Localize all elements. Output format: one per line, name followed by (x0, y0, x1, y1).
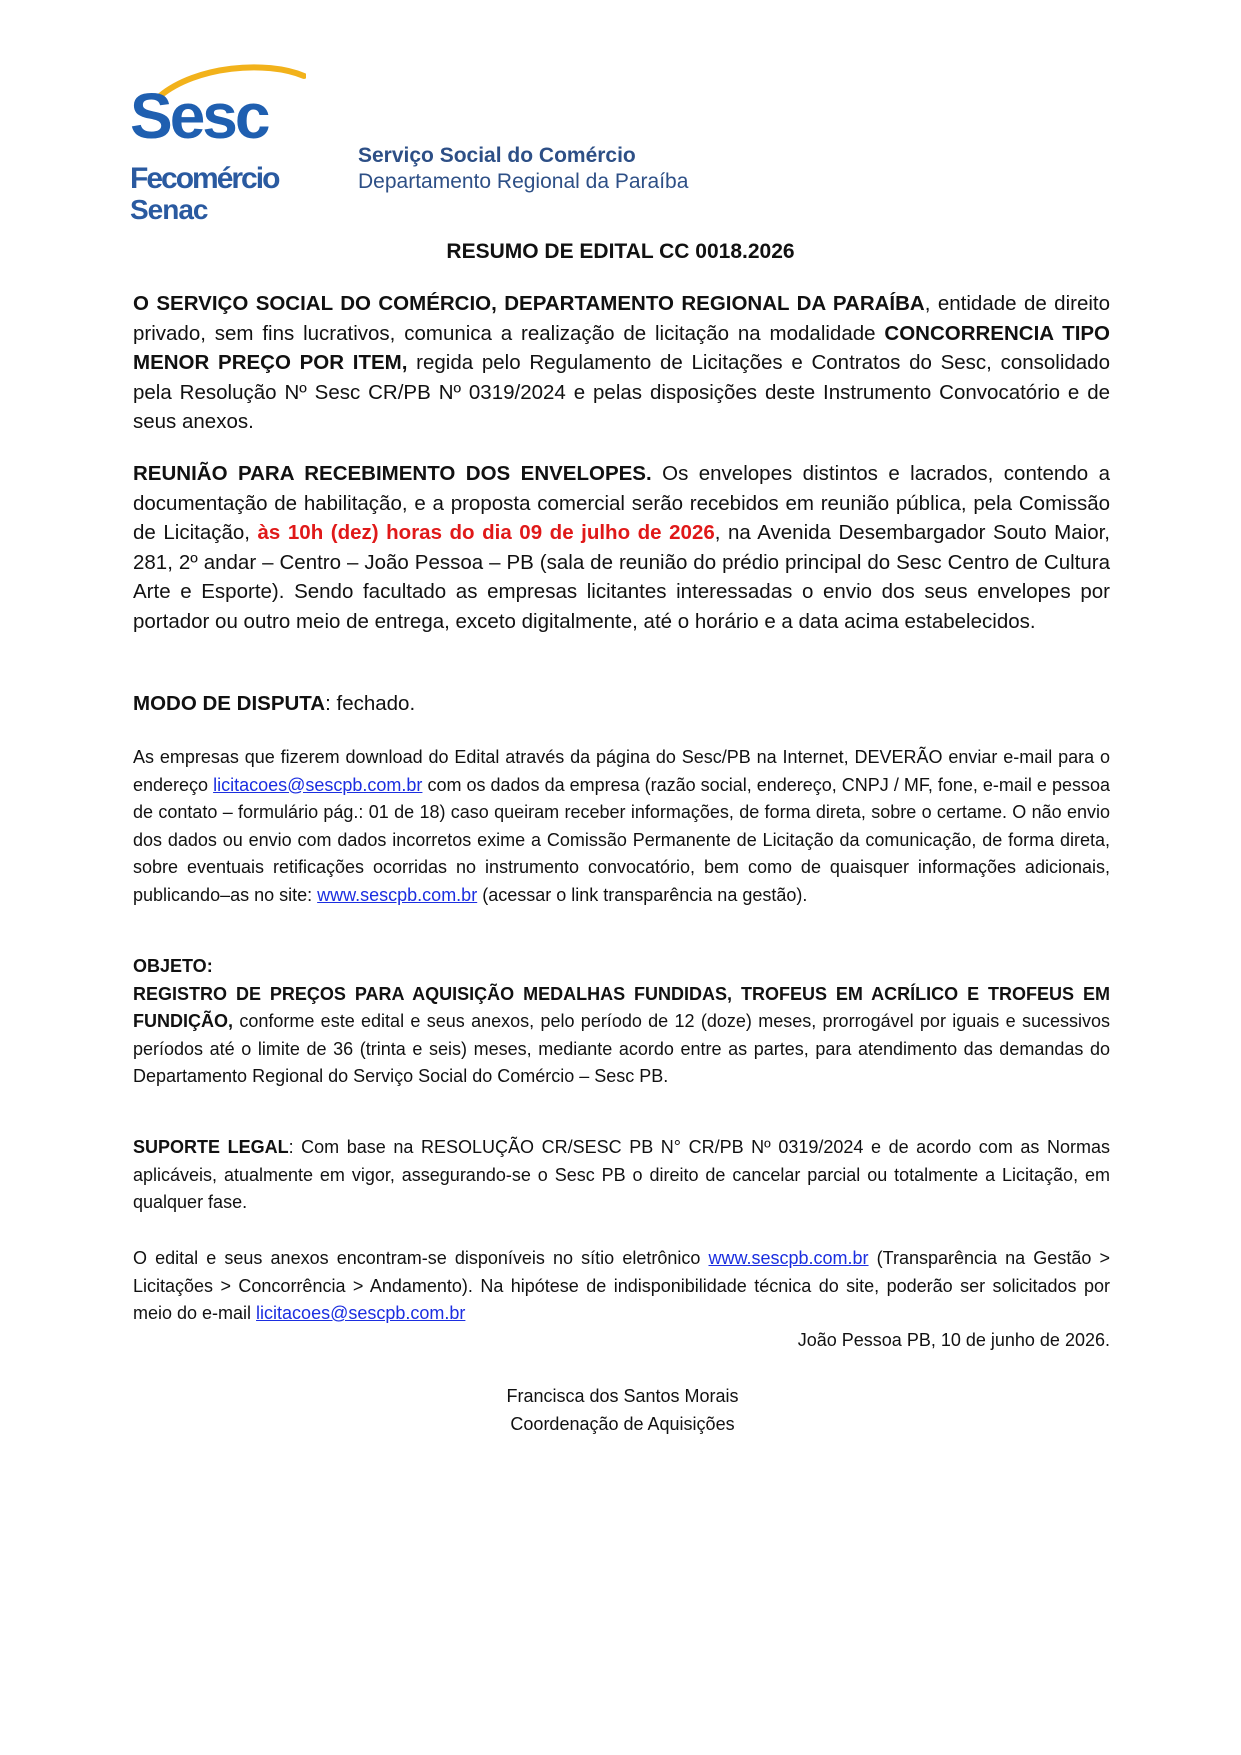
website-link-2[interactable]: www.sescpb.com.br (708, 1248, 869, 1268)
sesc-fecomercio-senac-logo (130, 58, 305, 230)
meeting-bold-heading: REUNIÃO PARA RECEBIMENTO DOS ENVELOPES. (133, 462, 652, 485)
intro-bold-org: O SERVIÇO SOCIAL DO COMÉRCIO, DEPARTAMENTO REGIONAL DA PARAÍBA (133, 292, 925, 315)
org-header (358, 143, 688, 195)
object-paragraph (133, 953, 1110, 1091)
website-link[interactable]: www.sescpb.com.br (317, 884, 478, 905)
meeting-paragraph (133, 459, 1110, 636)
availability-text-2: (Transparência na Gestão > Licitações > Concorrência > Andamento). Na hipótese de indisponibilidade técnica do site, poderão ser solicitados por meio do e-mail (133, 1248, 1110, 1323)
meeting-text-2: , na Avenida Desembargador Souto Maior, 281, 2º andar – Centro – João Pessoa – PB (sala de reunião do prédio principal do Sesc Centro de Cultura Arte e Esporte). Sendo facultado as empresas licitantes interessadas o envio dos seus envelopes por portador ou outro meio de entrega, exceto digitalmente, até o horário e a data acima estabelecidos. (133, 521, 1110, 633)
object-bold-description: REGISTRO DE PREÇOS PARA AQUISIÇÃO MEDALHAS FUNDIDAS, TROFEUS EM ACRÍLICO E TROFEUS EM FUNDIÇÃO, (133, 983, 1110, 1031)
date-line: João Pessoa PB, 10 de junho de 2026. (797, 1330, 1110, 1350)
dispute-mode-label: MODO DE DISPUTA (133, 692, 326, 715)
dispute-mode-value: : fechado. (325, 692, 416, 715)
download-text-2: com os dados da empresa (razão social, endereço, CNPJ / MF, fone, e-mail e pessoa de contato – formulário pág.: 01 de 18) caso queiram receber informações, de forma direta, sobre o certame. O não envio dos dados ou envio com dados incorretos exime a Comissão Permanente de Licitação da comunicação, de forma direta, sobre eventuais retificações ocorridas no instrumento convocatório, bem como de quaisquer informações adicionais, publicando–as no site: (133, 774, 1110, 905)
logo-fecomercio-text: Fecomércio (130, 162, 279, 195)
signature-name: Francisca dos Santos Morais (506, 1386, 739, 1406)
availability-text-1: O edital e seus anexos encontram-se disponíveis no sítio eletrônico (133, 1248, 709, 1268)
org-department: Departamento Regional da Paraíba (358, 170, 689, 193)
legal-support-label: SUPORTE LEGAL (133, 1137, 289, 1157)
availability-paragraph (133, 1245, 1110, 1328)
object-text: conforme este edital e seus anexos, pelo período de 12 (doze) meses, prorrogável por iguais e sucessivos períodos até o limite de 36 (trinta e seis) meses, mediante acordo entre as partes, para atendimento das demandas do Departamento Regional do Serviço Social do Comércio – Sesc PB. (133, 1011, 1110, 1086)
object-heading: OBJETO: (133, 956, 213, 976)
signature-block (380, 1383, 865, 1438)
legal-support-paragraph (133, 1134, 1110, 1217)
intro-text-1: , entidade de direito privado, sem fins lucrativos, comunica a realização de licitação na modalidade (133, 292, 1111, 345)
org-name: Serviço Social do Comércio (358, 144, 636, 167)
logo-senac-text: Senac (130, 194, 208, 225)
email-link-2[interactable]: licitacoes@sescpb.com.br (256, 1303, 466, 1323)
document-title: RESUMO DE EDITAL CC 0018.2026 (446, 240, 795, 263)
dispute-mode-paragraph (133, 689, 1110, 719)
intro-bold-modality: CONCORRENCIA TIPO MENOR PREÇO POR ITEM, (133, 321, 1111, 374)
download-text-1: As empresas que fizerem download do Edital através da página do Sesc/PB na Internet, DEVERÃO enviar e-mail para o endereço (133, 747, 1110, 795)
meeting-date-highlight: às 10h (dez) horas do dia 09 de julho de 2026 (257, 521, 715, 544)
download-notice-paragraph (133, 744, 1110, 909)
intro-text-2: regida pelo Regulamento de Licitações e Contratos do Sesc, consolidado pela Resolução Nº Sesc CR/PB Nº 0319/2024 e pelas disposições deste Instrumento Convocatório e de seus anexos. (133, 351, 1110, 433)
signature-role: Coordenação de Aquisições (510, 1413, 735, 1434)
intro-paragraph (133, 289, 1110, 437)
download-text-3: (acessar o link transparência na gestão). (477, 884, 808, 905)
meeting-text-1: Os envelopes distintos e lacrados, contendo a documentação de habilitação, e a proposta comercial serão recebidos em reunião pública, pela Comissão de Licitação, (133, 462, 1110, 544)
email-link[interactable]: licitacoes@sescpb.com.br (213, 774, 423, 795)
logo-sesc-text: Sesc (130, 80, 268, 152)
legal-support-text: : Com base na RESOLUÇÃO CR/SESC PB N° CR/PB Nº 0319/2024 e de acordo com as Normas aplicáveis, atualmente em vigor, assegurando-se o Sesc PB o direito de cancelar parcial ou totalmente a Licitação, em qualquer fase. (133, 1137, 1110, 1212)
